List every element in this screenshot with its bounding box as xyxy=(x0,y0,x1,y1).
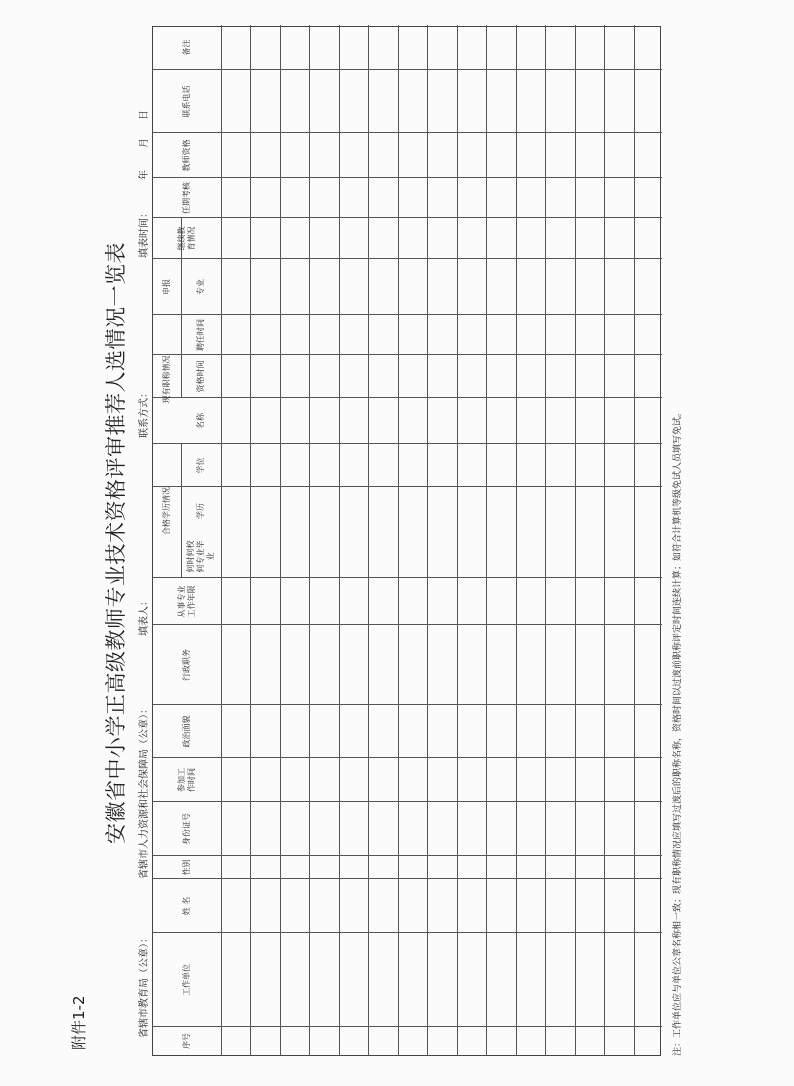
row-line xyxy=(545,25,546,1055)
header-admin-post: 行政职务 xyxy=(182,649,191,681)
header-title-group: 现有职称情况 xyxy=(162,355,171,404)
header-appointment-time: 聘任时间 xyxy=(196,319,205,351)
grid-line xyxy=(153,354,662,355)
header-work-start: 参加工作时间 xyxy=(177,768,196,792)
header-major: 专业 xyxy=(196,279,205,295)
header-declare-group: 申报 xyxy=(162,279,171,295)
header-political: 政治面貌 xyxy=(182,715,191,748)
header-grad-school: 何时何校何专业毕业 xyxy=(186,540,215,573)
grid-line xyxy=(153,217,662,218)
grid-line xyxy=(153,258,662,259)
fill-date-field: 填表时间： xyxy=(139,208,150,258)
grid-line xyxy=(153,443,662,444)
header-name: 姓 名 xyxy=(182,896,191,916)
header-phone: 联系电话 xyxy=(182,85,191,118)
header-serial: 序号 xyxy=(182,1033,191,1049)
grid-line xyxy=(153,878,662,879)
grid-line xyxy=(153,1026,662,1027)
header-bottom-line xyxy=(221,25,222,1055)
hr-bureau-field: 省辖市人力资源和社会保障局（公章）： xyxy=(139,704,150,879)
header-academic-degree: 学位 xyxy=(196,457,205,474)
grid-line xyxy=(153,177,662,178)
footnote: 注：工作单位应与单位公章名称相一致；现有职称情况应填写过渡后的职称名称，资格时间以过渡前职称评定时间连续计算；如符合计算机等级免试人员填写免试。 xyxy=(673,407,683,1056)
contact-field: 联系方式： xyxy=(139,388,150,438)
grid-line xyxy=(153,704,662,705)
grid-line xyxy=(153,486,662,487)
header-education-group: 合格学历情况 xyxy=(162,487,171,535)
filler-field: 填表人： xyxy=(139,596,150,636)
grid-line xyxy=(153,397,662,398)
grid-line xyxy=(153,577,662,578)
header-work-unit: 工作单位 xyxy=(182,964,191,996)
header-remarks-cell: 备注 xyxy=(182,39,191,56)
row-line xyxy=(427,25,428,1055)
edu-bureau-field: 省辖市教育局（公章）： xyxy=(139,933,150,1038)
grid-line xyxy=(153,314,662,315)
header-years-in-field: 从事专业工作年限 xyxy=(177,585,196,618)
candidate-table xyxy=(152,26,661,1056)
grid-line xyxy=(153,69,662,70)
row-line xyxy=(339,25,340,1055)
row-line xyxy=(280,25,281,1055)
grid-line xyxy=(153,855,662,856)
row-line xyxy=(516,25,517,1055)
row-line xyxy=(398,25,399,1055)
row-line xyxy=(457,25,458,1055)
date-month-label: 月 xyxy=(139,138,150,148)
row-line xyxy=(575,25,576,1055)
row-line xyxy=(634,25,635,1055)
grid-line xyxy=(153,132,662,133)
row-line xyxy=(486,25,487,1055)
row-line xyxy=(604,25,605,1055)
header-teacher-cert: 教师资格 xyxy=(182,139,191,172)
date-year-label: 年 xyxy=(139,170,150,180)
row-line xyxy=(309,25,310,1055)
grid-line xyxy=(153,801,662,802)
header-continuing-edu: 继续教育情况 xyxy=(177,226,196,251)
form-title: 安徽省中小学正高级教师专业技术资格评审推荐人选情况一览表 xyxy=(104,242,128,844)
header-qualification-time: 资格时间 xyxy=(196,360,205,393)
header-id-number: 身份证号 xyxy=(182,813,191,845)
row-line xyxy=(368,25,369,1055)
header-degree-level: 学历 xyxy=(196,503,205,519)
header-title-name: 名称 xyxy=(196,413,205,429)
header-gender: 性别 xyxy=(182,859,191,876)
row-line xyxy=(250,25,251,1055)
grid-line xyxy=(153,757,662,758)
attachment-label: 附件1-2 xyxy=(70,995,88,1050)
header-tenure-assessment: 任期考核 xyxy=(182,182,191,214)
date-day-label: 日 xyxy=(139,110,150,120)
grid-line xyxy=(153,932,662,933)
grid-line xyxy=(153,624,662,625)
